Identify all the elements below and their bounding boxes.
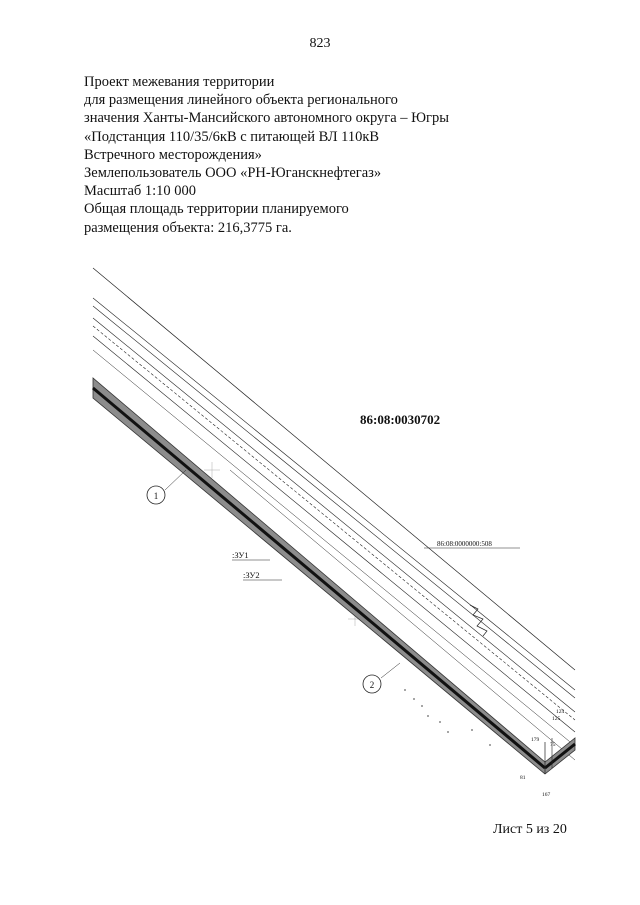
point-label: 179 bbox=[531, 737, 540, 743]
corridor-centerline bbox=[93, 388, 545, 768]
parcel-label: :ЗУ2 bbox=[243, 570, 260, 580]
title-line: значения Ханты-Мансийского автономного округа – Югры bbox=[84, 110, 449, 127]
title-line: Проект межевания территории bbox=[84, 74, 275, 90]
area-line: Общая площадь территории планируемого bbox=[84, 201, 349, 218]
boundary-line bbox=[93, 318, 575, 712]
boundary-line bbox=[93, 326, 575, 720]
zone-leader bbox=[165, 470, 186, 490]
area-line: размещения объекта: 216,3775 га. bbox=[84, 219, 292, 236]
sheet-label: Лист 5 из 20 bbox=[493, 822, 567, 837]
corridor-band bbox=[93, 378, 575, 774]
zone-number: 2 bbox=[369, 680, 375, 690]
point-label: 125 bbox=[552, 716, 561, 722]
terrain-dot bbox=[404, 689, 406, 691]
zone-leader bbox=[381, 663, 400, 678]
scale-line: Масштаб 1:10 000 bbox=[84, 183, 197, 200]
title-line: Встречного месторождения» bbox=[84, 146, 262, 163]
terrain-dot bbox=[447, 731, 449, 733]
cadastral-block-label: 86:08:0030702 bbox=[360, 412, 441, 427]
parcel-label: :ЗУ1 bbox=[232, 550, 249, 560]
boundary-line bbox=[230, 470, 575, 760]
boundary-line bbox=[93, 336, 575, 732]
page-number: 823 bbox=[309, 36, 331, 51]
point-label: 81 bbox=[520, 775, 526, 781]
terrain-dot bbox=[489, 744, 491, 746]
cadastral-parcel-label: 86:08:0000000:508 bbox=[437, 540, 492, 548]
point-label: 124 bbox=[556, 709, 565, 715]
title-line: для размещения линейного объекта регионального bbox=[84, 92, 398, 109]
boundary-line bbox=[93, 268, 575, 670]
land-user-line: Землепользователь ООО «РН-Юганскнефтегаз» bbox=[84, 165, 382, 182]
title-line: «Подстанция 110/35/6кВ с питающей ВЛ 110кВ bbox=[84, 128, 380, 145]
terrain-dot bbox=[439, 721, 441, 723]
terrain-dot bbox=[427, 715, 429, 717]
zone-number: 1 bbox=[153, 491, 159, 501]
point-label: 167 bbox=[542, 792, 551, 798]
terrain-dot bbox=[421, 705, 423, 707]
irregular-boundary bbox=[470, 605, 487, 636]
boundary-line bbox=[93, 306, 575, 698]
terrain-dot bbox=[413, 698, 415, 700]
terrain-dot bbox=[471, 729, 473, 731]
point-label: 75 bbox=[550, 742, 556, 748]
